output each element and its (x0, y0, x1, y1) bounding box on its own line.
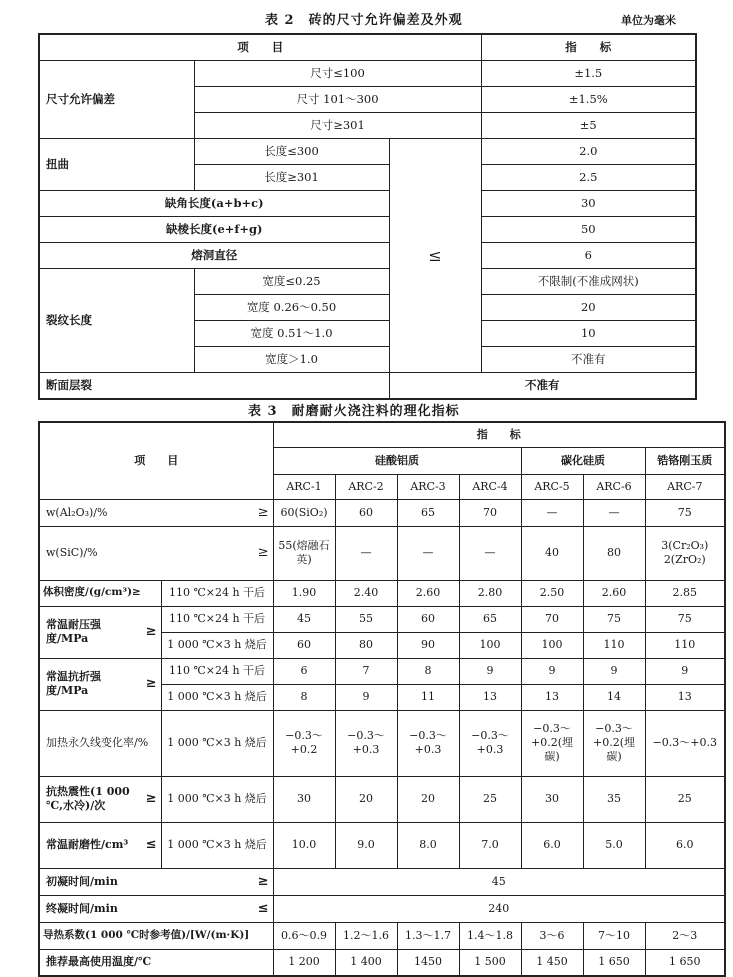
t3-cond: 110 ℃×24 h 干后 (161, 580, 273, 606)
table2-unit: 单位为毫米 (621, 14, 676, 27)
t3-cell: 1 450 (521, 949, 583, 976)
t3-cell: 2～3 (645, 922, 725, 949)
t3-cell: 13 (459, 684, 521, 710)
t3-row-linear (39, 710, 725, 776)
t3-row-compress1 (39, 606, 725, 632)
t2-cell: 断面层裂 (39, 373, 389, 400)
t3-cell: 2.60 (397, 580, 459, 606)
t3-cell: 14 (583, 684, 645, 710)
t3-cell: 55 (335, 606, 397, 632)
t3-cell: 90 (397, 632, 459, 658)
t3-cell: — (335, 526, 397, 580)
t3-header-item: 项 目 (39, 422, 273, 499)
t2-cell: 长度≥301 (194, 165, 389, 191)
t3-cell: 25 (645, 776, 725, 822)
t3-cell: 13 (645, 684, 725, 710)
t3-row-final (39, 895, 725, 922)
t3-cell: 7 (335, 658, 397, 684)
t2-cell: 2.5 (481, 165, 696, 191)
t2-cell: 熔洞直径 (39, 243, 389, 269)
t3-cell: 6 (273, 658, 335, 684)
t3-cell: 60(SiO₂) (273, 499, 335, 526)
t3-cell: 75 (645, 499, 725, 526)
t3-row-al2o3 (39, 499, 725, 526)
t3-label: w(Al₂O₃)/% ≥ (39, 499, 273, 526)
t3-label: 常温抗折强度/MPa ≥ (39, 658, 161, 710)
t3-label: 导热系数(1 000 ℃时参考值)/[W/(m·K)] (39, 922, 273, 949)
t3-cell: 2.85 (645, 580, 725, 606)
t3-row-initial (39, 868, 725, 895)
table2-caption: 表 2 砖的尺寸允许偏差及外观 (265, 13, 463, 28)
t2-cell: 宽度 0.51～1.0 (194, 321, 389, 347)
t3-cell: −0.3～+0.2(埋碳) (521, 710, 583, 776)
t3-cell: 60 (397, 606, 459, 632)
t3-cell: 9 (645, 658, 725, 684)
t3-cell: 1 650 (645, 949, 725, 976)
t3-cond: 1 000 ℃×3 h 烧后 (161, 684, 273, 710)
t3-cell: 45 (273, 868, 725, 895)
t3-cell: 6.0 (521, 822, 583, 868)
t2-cell: 10 (481, 321, 696, 347)
t3-cell: 2.40 (335, 580, 397, 606)
t3-row-flex1 (39, 658, 725, 684)
t3-row-shock (39, 776, 725, 822)
t3-row-density (39, 580, 725, 606)
t3-cell: 1 400 (335, 949, 397, 976)
t3-label: 终凝时间/min ≤ (39, 895, 273, 922)
t3-label: 常温耐磨性/cm³ ≤ (39, 822, 161, 868)
t3-label: 推荐最高使用温度/℃ (39, 949, 273, 976)
t3-cond: 1 000 ℃×3 h 烧后 (161, 822, 273, 868)
t3-cell: 10.0 (273, 822, 335, 868)
t2-cell: 尺寸≤100 (194, 61, 481, 87)
t3-cell: 1 650 (583, 949, 645, 976)
t2-cell: 宽度≤0.25 (194, 269, 389, 295)
t3-cell: −0.3～+0.3 (335, 710, 397, 776)
t3-cell: 9 (459, 658, 521, 684)
t3-cond: 110 ℃×24 h 干后 (161, 606, 273, 632)
t3-cell: 7～10 (583, 922, 645, 949)
t3-cell: 240 (273, 895, 725, 922)
t2-cell: 不准有 (389, 373, 696, 400)
t3-group: 锆铬刚玉质 (645, 447, 725, 474)
t3-row-wear (39, 822, 725, 868)
t3-label: 初凝时间/min ≥ (39, 868, 273, 895)
t2-cell: 长度≤300 (194, 139, 389, 165)
t2-le-symbol: ≤ (389, 139, 481, 373)
t2-cell: 30 (481, 191, 696, 217)
t3-cell: 1450 (397, 949, 459, 976)
t3-label: 抗热震性(1 000 ℃,水冷)/次 ≥ (39, 776, 161, 822)
t3-cell: 2.60 (583, 580, 645, 606)
t3-cell: 70 (521, 606, 583, 632)
t3-cell: 1.90 (273, 580, 335, 606)
t3-cell: 35 (583, 776, 645, 822)
t3-cell: — (397, 526, 459, 580)
t3-cell: 20 (397, 776, 459, 822)
t2-cell: ±5 (481, 113, 696, 139)
t2-cell: 不限制(不准成网状) (481, 269, 696, 295)
t3-cell: 75 (645, 606, 725, 632)
t3-cell: 8 (273, 684, 335, 710)
t2-cell: 宽度＞1.0 (194, 347, 389, 373)
t2-cell: ±1.5% (481, 87, 696, 113)
t3-cell: — (521, 499, 583, 526)
t2-crack-group: 裂纹长度 (39, 269, 194, 373)
t3-cell: 1.3～1.7 (397, 922, 459, 949)
t2-size-group: 尺寸允许偏差 (39, 61, 194, 139)
t3-cell: 8.0 (397, 822, 459, 868)
t2-cell: 6 (481, 243, 696, 269)
t3-code: ARC-2 (335, 474, 397, 499)
t3-cell: 9 (583, 658, 645, 684)
t3-cell: 8 (397, 658, 459, 684)
t3-cell: 30 (521, 776, 583, 822)
t3-cell: 110 (583, 632, 645, 658)
t3-cell: 1 500 (459, 949, 521, 976)
t3-cell: 3～6 (521, 922, 583, 949)
t3-cell: 25 (459, 776, 521, 822)
t3-cell: 65 (459, 606, 521, 632)
t3-cell: −0.3～+0.3 (459, 710, 521, 776)
t2-header-item: 项 目 (39, 34, 481, 61)
t2-cell: ±1.5 (481, 61, 696, 87)
t3-cell: — (583, 499, 645, 526)
t3-cell: −0.3～+0.3 (645, 710, 725, 776)
table3 (38, 421, 726, 977)
t2-cell: 尺寸≥301 (194, 113, 481, 139)
t3-label: 常温耐压强度/MPa ≥ (39, 606, 161, 658)
t3-cell: 80 (335, 632, 397, 658)
t2-cell: 缺棱长度(e+f+g) (39, 217, 389, 243)
t3-cell: 7.0 (459, 822, 521, 868)
t3-cell: 9 (335, 684, 397, 710)
t3-cell: 1.4～1.8 (459, 922, 521, 949)
t3-label: 加热永久线变化率/% (39, 710, 161, 776)
t3-cond: 110 ℃×24 h 干后 (161, 658, 273, 684)
t3-code: ARC-3 (397, 474, 459, 499)
t3-label: w(SiC)/% ≥ (39, 526, 273, 580)
t3-cond: 1 000 ℃×3 h 烧后 (161, 776, 273, 822)
t2-cell: 不准有 (481, 347, 696, 373)
t2-cell: 尺寸 101～300 (194, 87, 481, 113)
t3-cell: — (459, 526, 521, 580)
t3-code: ARC-1 (273, 474, 335, 499)
t2-header-index: 指 标 (481, 34, 696, 61)
t3-cond: 1 000 ℃×3 h 烧后 (161, 632, 273, 658)
t3-cell: 1 200 (273, 949, 335, 976)
t3-cell: 13 (521, 684, 583, 710)
t3-cell: 6.0 (645, 822, 725, 868)
t3-cell: 2.50 (521, 580, 583, 606)
table3-caption: 表 3 耐磨耐火浇注料的理化指标 (248, 404, 460, 419)
t3-cell: 100 (459, 632, 521, 658)
t3-cell: 20 (335, 776, 397, 822)
t3-cell: −0.3～+0.2(埋碳) (583, 710, 645, 776)
t3-cell: 60 (335, 499, 397, 526)
t2-cell: 缺角长度(a+b+c) (39, 191, 389, 217)
t2-twist-group: 扭曲 (39, 139, 194, 191)
t2-cell: 50 (481, 217, 696, 243)
t3-cell: 70 (459, 499, 521, 526)
t3-cell: 65 (397, 499, 459, 526)
t3-row-sic (39, 526, 725, 580)
t3-cell: 100 (521, 632, 583, 658)
t3-cell: 80 (583, 526, 645, 580)
t3-cell: 11 (397, 684, 459, 710)
t3-cell: 40 (521, 526, 583, 580)
t3-cell: 45 (273, 606, 335, 632)
t3-header-index: 指 标 (273, 422, 725, 447)
t3-cell: 75 (583, 606, 645, 632)
t3-cell: −0.3～+0.2 (273, 710, 335, 776)
t3-code: ARC-6 (583, 474, 645, 499)
t3-code: ARC-5 (521, 474, 583, 499)
t3-cell: 110 (645, 632, 725, 658)
t3-label: 体积密度/(g/cm³)≥ (39, 580, 161, 606)
t3-cell: −0.3～+0.3 (397, 710, 459, 776)
t2-cell: 2.0 (481, 139, 696, 165)
t3-code: ARC-7 (645, 474, 725, 499)
t3-row-thermal (39, 922, 725, 949)
t3-cell: 0.6～0.9 (273, 922, 335, 949)
t2-cell: 20 (481, 295, 696, 321)
t3-cell: 9.0 (335, 822, 397, 868)
t3-group: 硅酸铝质 (273, 447, 521, 474)
table2 (38, 33, 697, 400)
t3-cell: 2.80 (459, 580, 521, 606)
t3-cond: 1 000 ℃×3 h 烧后 (161, 710, 273, 776)
t3-cell: 55(熔融石英) (273, 526, 335, 580)
t2-cell: 宽度 0.26～0.50 (194, 295, 389, 321)
t3-code: ARC-4 (459, 474, 521, 499)
t3-cell: 9 (521, 658, 583, 684)
t3-cell: 30 (273, 776, 335, 822)
t3-cell: 1.2～1.6 (335, 922, 397, 949)
t3-cell: 60 (273, 632, 335, 658)
t3-cell: 3(Cr₂O₃) 2(ZrO₂) (645, 526, 725, 580)
t3-cell: 5.0 (583, 822, 645, 868)
t3-group: 碳化硅质 (521, 447, 645, 474)
